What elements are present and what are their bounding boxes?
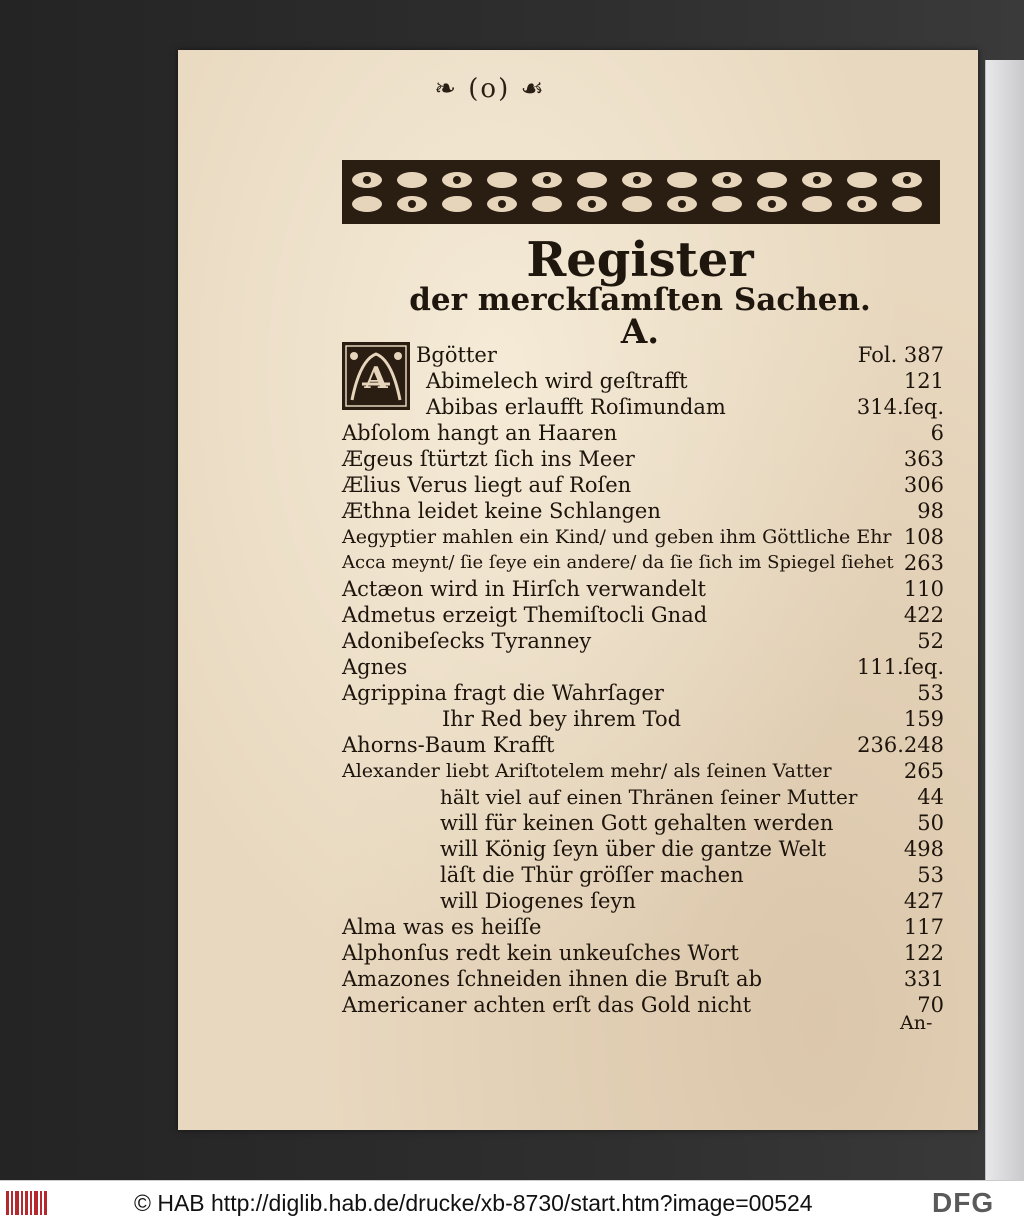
entry-text: Ælius Verus liegt auf Roſen [342, 473, 632, 497]
entry-row [342, 420, 944, 446]
entry-page: 422 [903, 603, 944, 627]
entry-text: Abibas erlaufft Roſimundam [426, 395, 726, 419]
entry-text: läſt die Thür gröſſer machen [440, 863, 744, 887]
entry-row [416, 342, 944, 368]
register-subtitle: der merckſamſten Sachen. [409, 282, 871, 318]
entry-row [342, 576, 944, 602]
entry-row [342, 446, 944, 472]
entry-row [342, 602, 944, 628]
entry-row [442, 706, 944, 732]
dfg-logo: DFG [932, 1187, 995, 1218]
entry-row [440, 862, 944, 888]
entry-page: 121 [903, 369, 944, 393]
entry-page: 52 [917, 629, 944, 653]
entry-text: Aegyptier mahlen ein Kind/ und geben ihm Göttliche Ehr [342, 526, 892, 548]
entry-page: 263 [903, 551, 944, 575]
entry-text: will für keinen Gott gehalten werden [440, 811, 834, 835]
entry-text: Amazones ſchneiden ihnen die Bruſt ab [342, 967, 763, 991]
entry-text: Ahorns-Baum Krafft [342, 733, 555, 757]
entry-page: 498 [903, 837, 944, 861]
entry-text: Admetus erzeigt Themiſtocli Gnad [342, 603, 708, 627]
entry-page: 53 [917, 863, 944, 887]
entry-text: Ihr Red bey ihrem Tod [442, 707, 682, 731]
entry-text: Adonibeſecks Tyranney [342, 629, 592, 653]
barcode-icon [6, 1189, 48, 1217]
entry-text: Alexander liebt Ariſtotelem mehr/ als ſeinen Vatter [342, 760, 832, 782]
entry-text: Acca meynt/ ſie ſeye ein andere/ da ſie ſich im Spiegel ſiehet [342, 552, 894, 573]
entry-page: 306 [903, 473, 944, 497]
entry-text: Æthna leidet keine Schlangen [342, 499, 661, 523]
entry-text: Abimelech wird geſtrafft [426, 369, 688, 393]
initial-letter: A [364, 361, 388, 396]
viewer-footer [0, 1180, 1024, 1224]
entry-text: Alma was es heiſſe [342, 915, 542, 939]
entry-row [342, 680, 944, 706]
register-title: Register [526, 232, 754, 288]
entry-text: will König ſeyn über die gantze Welt [440, 837, 827, 861]
entry-text: Actæon wird in Hirſch verwandelt [342, 577, 706, 601]
entry-page: 50 [917, 811, 944, 835]
entry-text: Agrippina fragt die Wahrſager [342, 681, 664, 705]
entry-text: Ægeus ſtürtzt ſich ins Meer [342, 447, 635, 471]
entry-row [342, 992, 944, 1018]
entry-row [440, 784, 944, 810]
entry-page: 44 [917, 785, 944, 809]
entry-text: Agnes [342, 655, 408, 679]
entry-page: 427 [903, 889, 944, 913]
entry-row [440, 810, 944, 836]
entry-text: Alphonſus redt kein unkeuſches Wort [342, 941, 739, 965]
entry-page: 331 [903, 967, 944, 991]
entry-page: 70 [917, 993, 944, 1017]
entry-row [342, 732, 944, 758]
entry-page: 117 [903, 915, 944, 939]
entry-page: 110 [903, 577, 944, 601]
entry-row [426, 394, 944, 420]
entry-text: will Diogenes ſeyn [440, 889, 636, 913]
entry-row [440, 836, 944, 862]
entry-page: 122 [903, 941, 944, 965]
entry-row [342, 654, 944, 680]
header-label: (o) [468, 74, 511, 104]
entry-page: Fol. 387 [857, 343, 944, 367]
copyright-link[interactable]: © HAB http://diglib.hab.de/drucke/xb-8730/start.htm?image=00524 [134, 1190, 813, 1216]
entry-page: 159 [903, 707, 944, 731]
header-left-ornament-icon: ❧ [434, 74, 469, 104]
entry-row [342, 628, 944, 654]
entry-text: hält viel auf einen Thränen ſeiner Mutter [440, 785, 858, 809]
entry-row [342, 472, 944, 498]
catchword: An- [900, 1012, 933, 1034]
entry-row [342, 914, 944, 940]
entry-page: 363 [903, 447, 944, 471]
entry-text: Americaner achten erſt das Gold nicht [342, 993, 752, 1017]
entry-text: Bgötter [416, 343, 497, 367]
entry-page: 6 [930, 421, 944, 445]
entry-row [342, 498, 944, 524]
entry-row [342, 524, 944, 550]
entry-page: 314.ſeq. [856, 395, 944, 419]
entry-page: 108 [903, 525, 944, 549]
entry-page: 98 [917, 499, 944, 523]
entry-page: 265 [903, 759, 944, 783]
header-right-ornament-icon: ☙ [510, 74, 546, 104]
entry-text: Abſolom hangt an Haaren [342, 421, 618, 445]
entry-row [342, 550, 944, 576]
entry-page: 236.248 [857, 733, 944, 757]
section-letter: A. [620, 312, 660, 352]
entry-row [342, 940, 944, 966]
entry-page: 111.ſeq. [856, 655, 944, 679]
entry-page: 53 [917, 681, 944, 705]
entry-row [426, 368, 944, 394]
entry-row [440, 888, 944, 914]
entry-row [342, 758, 944, 784]
entry-row [342, 966, 944, 992]
